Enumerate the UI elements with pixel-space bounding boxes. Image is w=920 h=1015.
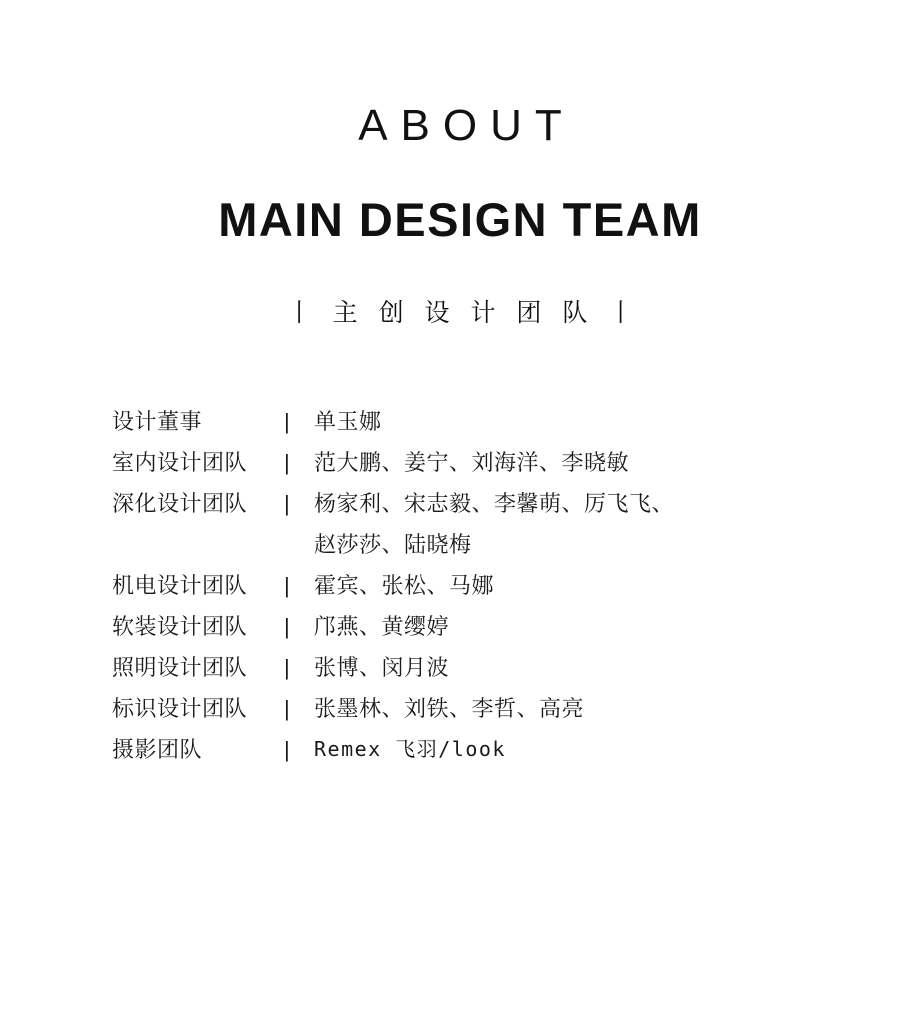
credit-separator: | — [284, 573, 290, 598]
page-title-about: ABOUT — [358, 101, 575, 150]
credit-row-continuation — [112, 524, 920, 565]
credit-names: 单玉娜 — [314, 409, 382, 434]
credit-names: 张墨林、刘铁、李哲、高亮 — [314, 696, 585, 721]
credit-role: 机电设计团队 — [112, 573, 248, 598]
credit-role: 软装设计团队 — [112, 614, 248, 639]
credit-role: 标识设计团队 — [112, 696, 248, 721]
credit-role: 室内设计团队 — [112, 450, 248, 475]
credit-separator: | — [284, 409, 290, 434]
credit-names: Remex 飞羽/look — [314, 737, 506, 761]
credit-names: 范大鹏、姜宁、刘海洋、李晓敏 — [314, 450, 630, 475]
credit-row — [112, 606, 920, 647]
credit-row — [112, 483, 920, 524]
credit-role: 摄影团队 — [112, 737, 203, 762]
credits-list — [0, 401, 920, 770]
credit-row — [112, 442, 920, 483]
credit-separator: | — [284, 491, 290, 516]
credit-role: 设计董事 — [112, 409, 203, 434]
page-subtitle: 丨 主 创 设 计 团 队 丨 — [286, 299, 641, 327]
credit-row — [112, 688, 920, 729]
credit-names: 霍宾、张松、马娜 — [314, 573, 495, 598]
credit-separator: | — [284, 614, 290, 639]
credit-names: 杨家利、宋志毅、李馨萌、厉飞飞、 — [314, 491, 675, 516]
page-header — [0, 101, 920, 329]
credit-names: 赵莎莎、陆晓梅 — [314, 532, 472, 557]
page-title-main: MAIN DESIGN TEAM — [218, 193, 702, 246]
credit-names: 张博、闵月波 — [314, 655, 450, 680]
credit-role: 照明设计团队 — [112, 655, 248, 680]
credit-separator: | — [284, 696, 290, 721]
credit-role: 深化设计团队 — [112, 491, 248, 516]
about-page — [0, 101, 920, 1015]
credit-separator: | — [284, 655, 290, 680]
credit-names: 邝燕、黄缨婷 — [314, 614, 450, 639]
credit-separator: | — [284, 737, 290, 762]
credit-row — [112, 401, 920, 442]
credit-separator: | — [284, 450, 290, 475]
credit-row — [112, 565, 920, 606]
credit-row — [112, 647, 920, 688]
credit-row — [112, 729, 920, 770]
